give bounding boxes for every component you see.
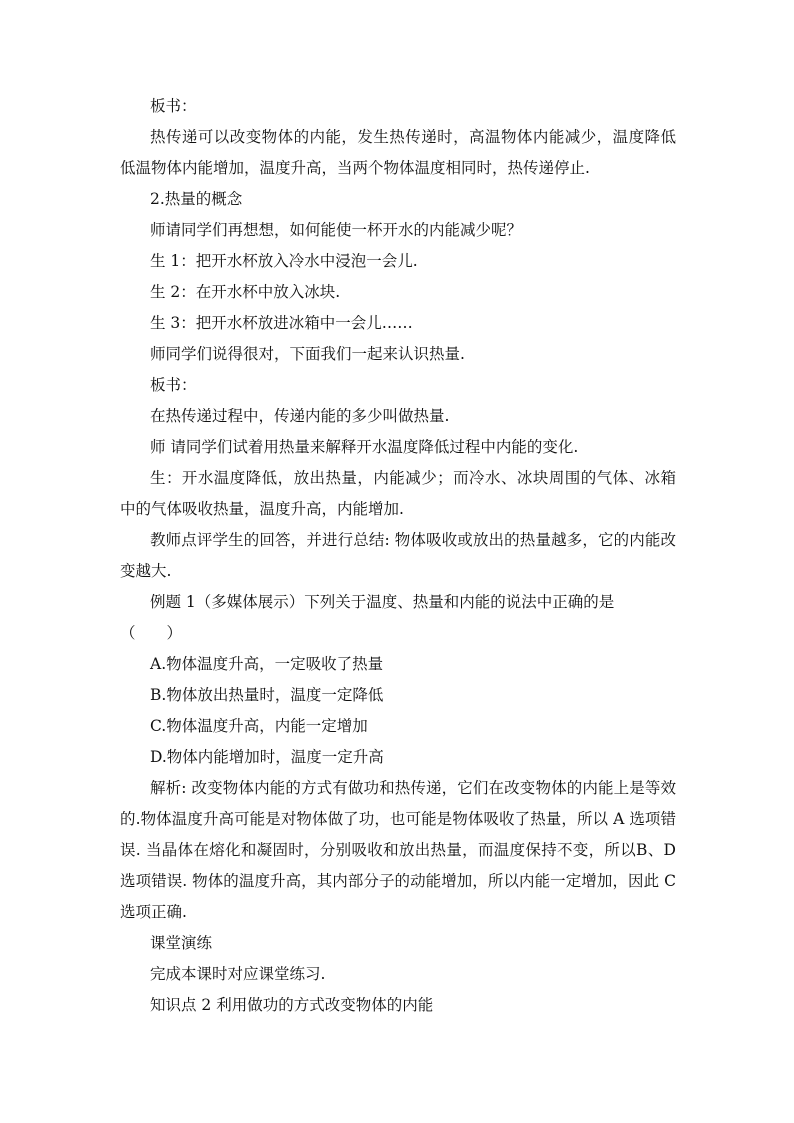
teacher-question: 师请同学们再想想，如何能使一杯开水的内能减少呢？	[150, 221, 523, 239]
answer-blank: （ ）	[120, 624, 183, 642]
student-answer-1: 生 1：把开水杯放入冷水中浸泡一会儿.	[150, 252, 418, 270]
option-c: C.物体温度升高，内能一定增加	[150, 717, 368, 735]
option-d: D.物体内能增加时，温度一定升高	[150, 748, 384, 766]
example-question: 例题 1（多媒体展示）下列关于温度、热量和内能的说法中正确的是	[150, 593, 615, 611]
teacher-request: 师 请同学们试着用热量来解释开水温度降低过程中内能的变化.	[150, 438, 579, 456]
heat-transfer-paragraph: 热传递可以改变物体的内能，发生热传递时，高温物体内能减少，温度降低低温物体内能增加，温度升高，当两个物体温度相同时，热传递停止.	[120, 128, 676, 177]
practice-instruction: 完成本课时对应课堂练习.	[150, 965, 326, 983]
document-page	[120, 91, 676, 1021]
option-a: A.物体温度升高，一定吸收了热量	[150, 655, 384, 673]
section-heat-concept: 2.热量的概念	[150, 190, 243, 208]
teacher-summary: 教师点评学生的回答，并进行总结: 物体吸收或放出的热量越多，它的内能改变越大.	[120, 531, 676, 580]
student-answer-2: 生 2：在开水杯中放入冰块.	[150, 283, 341, 301]
teacher-comment: 师同学们说得很对，下面我们一起来认识热量.	[150, 345, 465, 363]
heat-definition: 在热传递过程中，传递内能的多少叫做热量.	[150, 407, 450, 425]
option-b: B.物体放出热量时，温度一定降低	[150, 686, 384, 704]
analysis-paragraph: 解析: 改变物体内能的方式有做功和热传递，它们在改变物体的内能上是等效的.物体温度升高可能是对物体做了功，也可能是物体吸收了热量，所以 A 选项错误. 当晶体在熔化和凝固时，分别吸收和放出热量，而温度保持不变，所以B、D 选项错误. 物体的温度升高，其内部分子的动能增加，所以内能一定增加，因此 C 选项正确.	[120, 779, 676, 921]
classroom-practice-heading: 课堂演练	[150, 934, 213, 952]
student-answer-3: 生 3：把开水杯放进冰箱中一会儿……	[150, 314, 413, 332]
board-heading-1: 板书：	[150, 97, 197, 115]
knowledge-point-2: 知识点 2 利用做功的方式改变物体的内能	[150, 996, 434, 1014]
student-explanation: 生：开水温度降低，放出热量，内能减少；而冷水、冰块周围的气体、冰箱中的气体吸收热量，温度升高，内能增加.	[120, 469, 676, 518]
board-heading-2: 板书：	[150, 376, 197, 394]
